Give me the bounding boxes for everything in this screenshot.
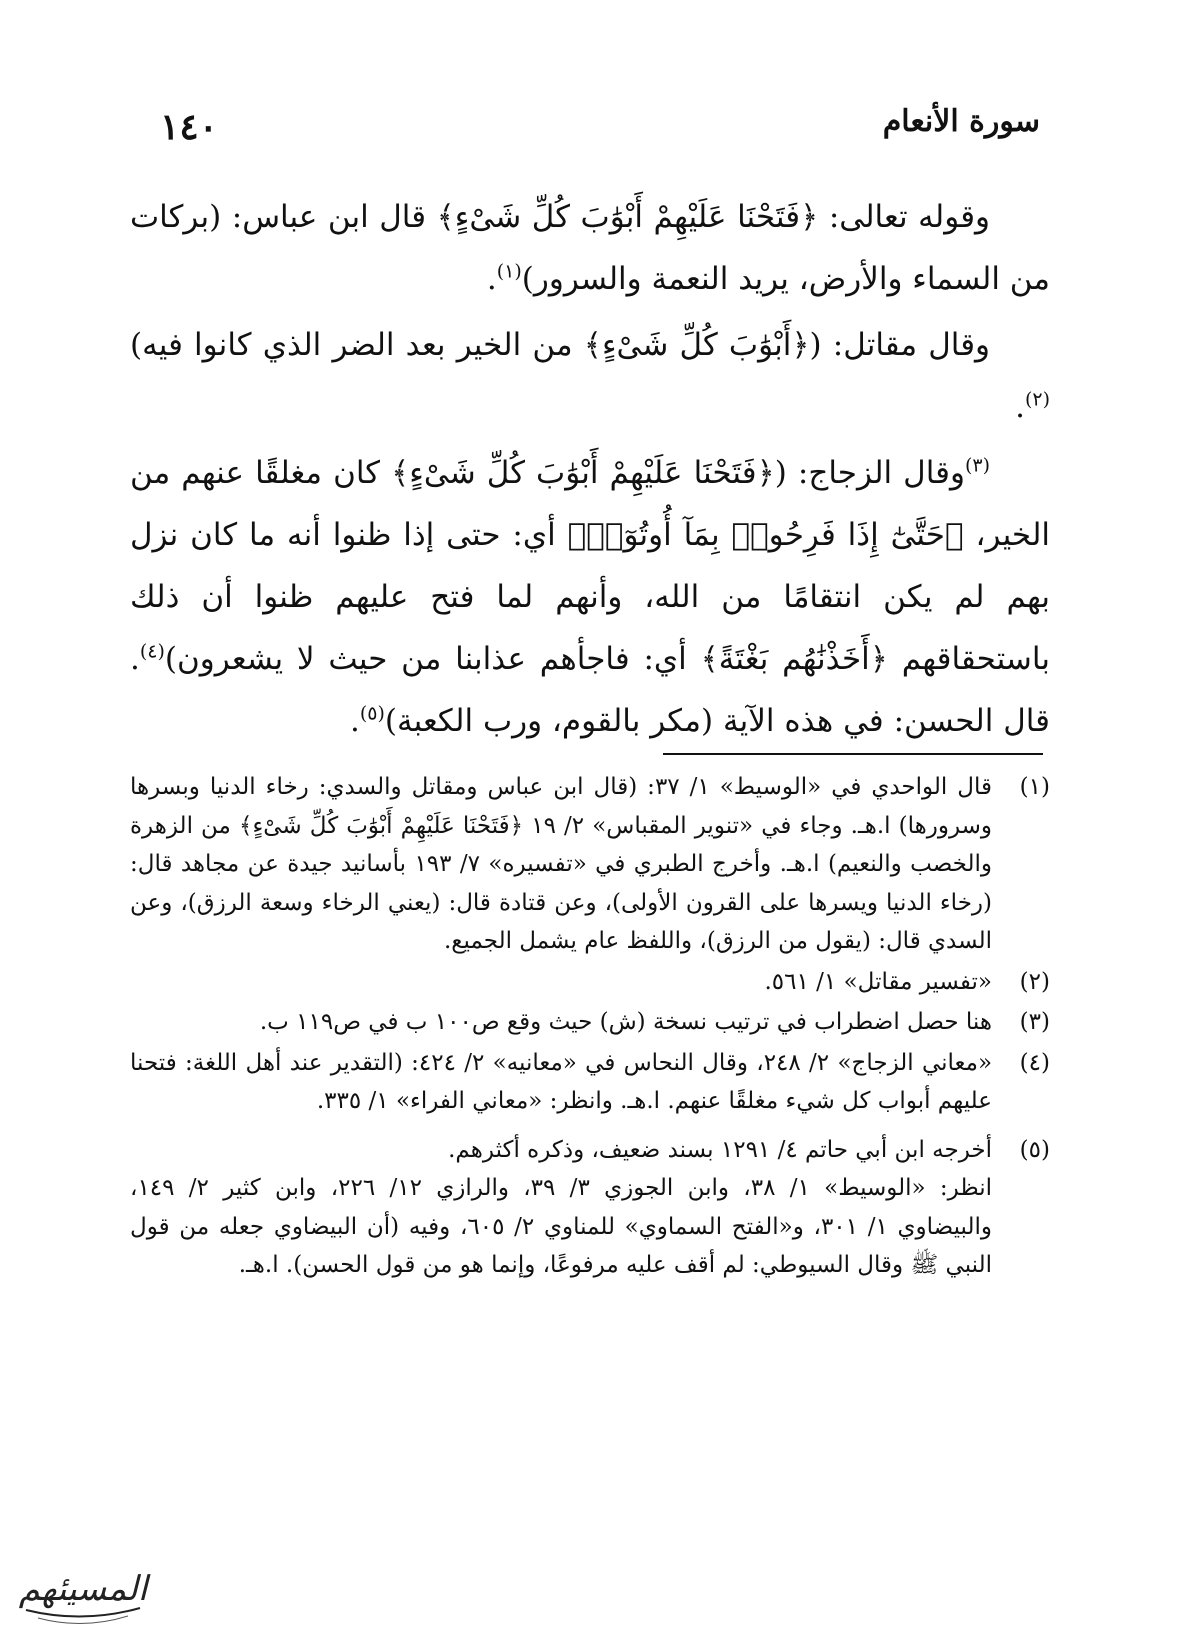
footnote-2 [130,963,1050,1002]
footnote-5 [130,1131,1050,1285]
footnote-4 [130,1044,1050,1121]
page-number: ١٤٠ [160,106,219,148]
footnote-text: هنا حصل اضطراب في ترتيب نسخة (ش) حيث وقع ص١٠٠ ب في ص١١٩ ب. [259,1009,992,1035]
paragraph-intro: وقال الزجاج: ( [774,455,965,491]
footnote-text: قال الواحدي في «الوسيط» ١/ ٣٧: (قال ابن عباس ومقاتل والسدي: رخاء الدنيا وبسرها وسرورها) ا.هـ. وجاء في «تنوير المقباس» ٢/ ١٩ [130,774,993,839]
footnote-number: (٣) [1019,1009,1050,1035]
footnote-text: من الزهرة والخصب والنعيم) ا.هـ. وأخرج الطبري في «تفسيره» ٧/ ١٩٣ بأسانيد جيدة عن مجاهد قال: (رخاء الدنيا ويسرها على القرون الأولى)، وعن قتادة قال: (يعني الرخاء وسعة الرزق)، وعن السدي قال: (يقول من الرزق)، واللفظ عام يشمل الجميع. [130,812,992,954]
footnote-text: انظر: «الوسيط» ١/ ٣٨، وابن الجوزي ٣/ ٣٩، والرازي ١٢/ ٢٢٦، وابن كثير ٢/ ١٤٩، والبيضاوي ١/ ٣٠١، و«الفتح السماوي» للمناوي ٢/ ٦٠٥، وفيه (أن البيضاوي جعله من قول النبي ﷺ وقال السيوطي: لم أقف عليه مرفوعًا، وإنما هو من قول الحسن). ا.هـ. [130,1175,993,1278]
watermark-text: المسيئهم [18,1569,148,1609]
quran-verse: ﴿حَتَّىٰٓ إِذَا فَرِحُوا۟ بِمَآ أُوتُوٓا۟﴾ [567,517,964,553]
footnotes [130,768,1050,1287]
footnote-text: «تفسير مقاتل» ١/ ٥٦١. [764,968,992,995]
footnote-divider [663,753,1043,755]
quran-verse: ﴿فَتَحْنَا عَلَيْهِمْ أَبْوَٰبَ كُلِّ شَىْءٍ﴾ [238,812,524,839]
footnote-ref: (٥) [359,702,385,725]
surah-title: سورة الأنعام [882,104,1040,139]
paragraph-text: . قال الحسن: في هذه الآية (مكر بالقوم، ورب الكعبة) [130,641,1050,739]
footnote-number: (٥) [1019,1136,1050,1163]
quran-verse: ﴿فَتَحْنَا عَلَيْهِمْ أَبْوَٰبَ كُلِّ شَىْءٍ﴾ [391,455,775,491]
quran-verse: ﴿فَتَحْنَا عَلَيْهِمْ أَبْوَٰبَ كُلِّ شَىْءٍ﴾ [436,199,819,235]
calligraphy-logo-icon [8,1548,158,1638]
footnote-ref: (١) [496,260,522,283]
paragraph-text: قال ابن عباس: (بركات من السماء والأرض، يريد النعمة والسرور) [130,199,1050,297]
watermark-logo [8,1548,158,1638]
footnote-3 [130,1003,1050,1042]
paragraph-muqatil: وقال مقاتل: (﴿أَبْوَٰبَ كُلِّ شَىْءٍ﴾ من الخير بعد الضر الذي كانوا فيه)$^{(٢)}$. [130,327,1050,425]
paragraph-text: من الخير بعد الضر الذي كانوا فيه) [130,327,573,363]
paragraph-intro: وقال مقاتل: ( [809,327,990,363]
paragraph-zajjaj: $^{(٣)}$وقال الزجاج: (﴿فَتَحْنَا عَلَيْهِمْ أَبْوَٰبَ كُلِّ شَىْءٍ﴾ كان مغلقًا عنهم من الخير، ﴿حَتَّىٰٓ إِذَا فَرِحُوا۟ بِمَآ أُوتُوٓا۟﴾ أي: حتى إذا ظنوا أنه ما كان نزل بهم لم يكن انتقامًا من الله، وأنهم لما فتح عليهم ظنوا أن ذلك باستحقاقهم ﴿أَخَذْنَٰهُم بَغْتَةً﴾ أي: فاجأهم عذابنا من حيث لا يشعرون)$^{(٤)}$. قال الحسن: في هذه الآية (مكر بالقوم، ورب الكعبة)$^{(٥)}$. [130,454,1051,739]
footnote-text: أخرجه ابن أبي حاتم ٤/ ١٢٩١ بسند ضعيف، وذكره أكثرهم. [448,1136,992,1163]
paragraph-text: أي: فاجأهم عذابنا من حيث لا يشعرون) [164,641,687,677]
footnote-number: (١) [1019,774,1050,800]
footnote-ref: (٤) [139,640,165,663]
quran-verse: ﴿أَخَذْنَٰهُم بَغْتَةً﴾ [700,641,888,677]
paragraph-text: أي: حتى إذا ظنوا أنه ما كان نزل بهم لم يكن انتقامًا من الله، وأنهم لما فتح عليهم ظنوا أن ذلك باستحقاقهم [130,517,1050,677]
footnote-text: «معاني الزجاج» ٢/ ٢٤٨، وقال النحاس في «معانيه» ٢/ ٤٢٤: (التقدير عند أهل اللغة: فتحنا عليهم أبواب كل شيء مغلقًا عنهم. ا.هـ. وانظر: «معاني الفراء» ١/ ٣٣٥. [130,1049,993,1114]
paragraph-intro: وقوله تعالى: [828,199,991,235]
main-text [130,186,1050,756]
paragraph-ibn-abbas: وقوله تعالى: ﴿فَتَحْنَا عَلَيْهِمْ أَبْوَٰبَ كُلِّ شَىْءٍ﴾ قال ابن عباس: (بركات من السماء والأرض، يريد النعمة والسرور)$^{(١)}$. [130,199,1050,297]
footnote-1 [130,768,1050,961]
footnote-number: (٢) [1019,968,1050,995]
footnote-ref: (٣) [964,454,990,477]
paragraph-text: كان مغلقًا عنهم من الخير، [130,455,1051,553]
quran-verse: ﴿أَبْوَٰبَ كُلِّ شَىْءٍ﴾ [583,327,810,363]
footnote-ref: (٢) [1024,388,1050,411]
footnote-number: (٤) [1019,1049,1050,1076]
page-header [160,96,1040,156]
